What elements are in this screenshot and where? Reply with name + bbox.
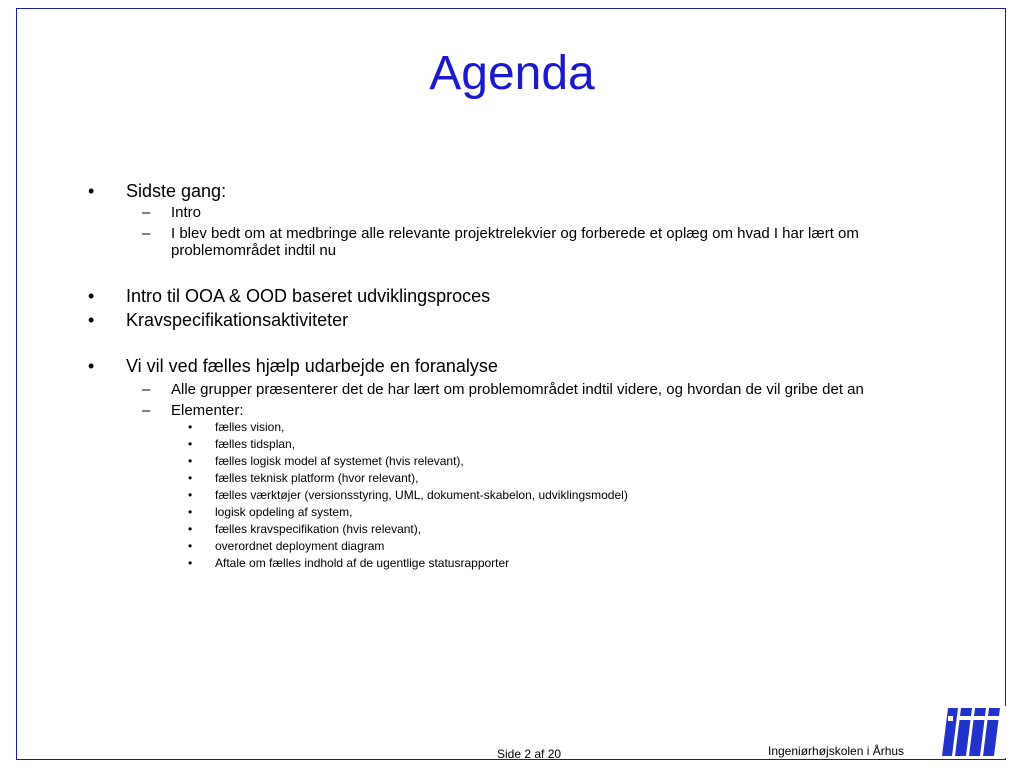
dash-icon: –: [142, 402, 151, 419]
page-number: Side 2 af 20: [497, 747, 562, 761]
list-item-text: fælles vision,: [215, 420, 285, 434]
footer-divider: [598, 759, 750, 760]
bullet-icon: •: [88, 356, 95, 376]
list-item-text: logisk opdeling af system,: [215, 505, 353, 519]
list-item-text: fælles logisk model af systemet (hvis relevant),: [215, 454, 464, 468]
dot-icon: •: [188, 420, 193, 434]
dash-icon: –: [142, 204, 151, 221]
dash-icon: –: [142, 381, 151, 398]
sub-bullet-text: Intro: [171, 204, 202, 221]
bullet-text: Kravspecifikationsaktiviteter: [126, 310, 349, 330]
list-item-text: overordnet deployment diagram: [215, 539, 385, 553]
bullet-icon: •: [88, 286, 95, 306]
bullet-icon: •: [88, 310, 95, 330]
bullet-text: Vi vil ved fælles hjælp udarbejde en foranalyse: [126, 356, 498, 376]
list-item-text: fælles tidsplan,: [215, 437, 296, 451]
bullet-icon: •: [88, 181, 95, 201]
iha-logo-icon: [942, 706, 1006, 758]
dot-icon: •: [188, 522, 193, 536]
dot-icon: •: [188, 539, 193, 553]
list-item-text: fælles teknisk platform (hvor relevant),: [215, 471, 419, 485]
sub-bullet-text: Elementer:: [171, 402, 244, 419]
bullet-text: Intro til OOA & OOD baseret udviklingsproces: [126, 286, 491, 306]
institution-name: Ingeniørhøjskolen i Århus: [768, 744, 905, 758]
dot-icon: •: [188, 471, 193, 485]
dot-icon: •: [188, 437, 193, 451]
dot-icon: •: [188, 505, 193, 519]
list-item-text: fælles værktøjer (versionsstyring, UML, dokument-skabelon, udviklingsmodel): [215, 488, 628, 502]
dot-icon: •: [188, 556, 193, 570]
dot-icon: •: [188, 488, 193, 502]
footer-divider: [18, 759, 483, 760]
sub-bullet-text: Alle grupper præsenterer det de har lært om problemområdet indtil videre, og hvordan de vil gribe det an: [171, 381, 864, 398]
sub-bullet-text: I blev bedt om at medbringe alle relevante projektrelekvier og forberede et oplæg om hvad I har lært om problemområdet indtil nu: [171, 225, 859, 259]
list-item-text: Aftale om fælles indhold af de ugentlige statusrapporter: [215, 556, 510, 570]
bullet-text: Sidste gang:: [126, 181, 227, 201]
slide-title: Agenda: [429, 47, 595, 100]
dash-icon: –: [142, 225, 151, 242]
dot-icon: •: [188, 454, 193, 468]
list-item-text: fælles kravspecifikation (hvis relevant),: [215, 522, 422, 536]
